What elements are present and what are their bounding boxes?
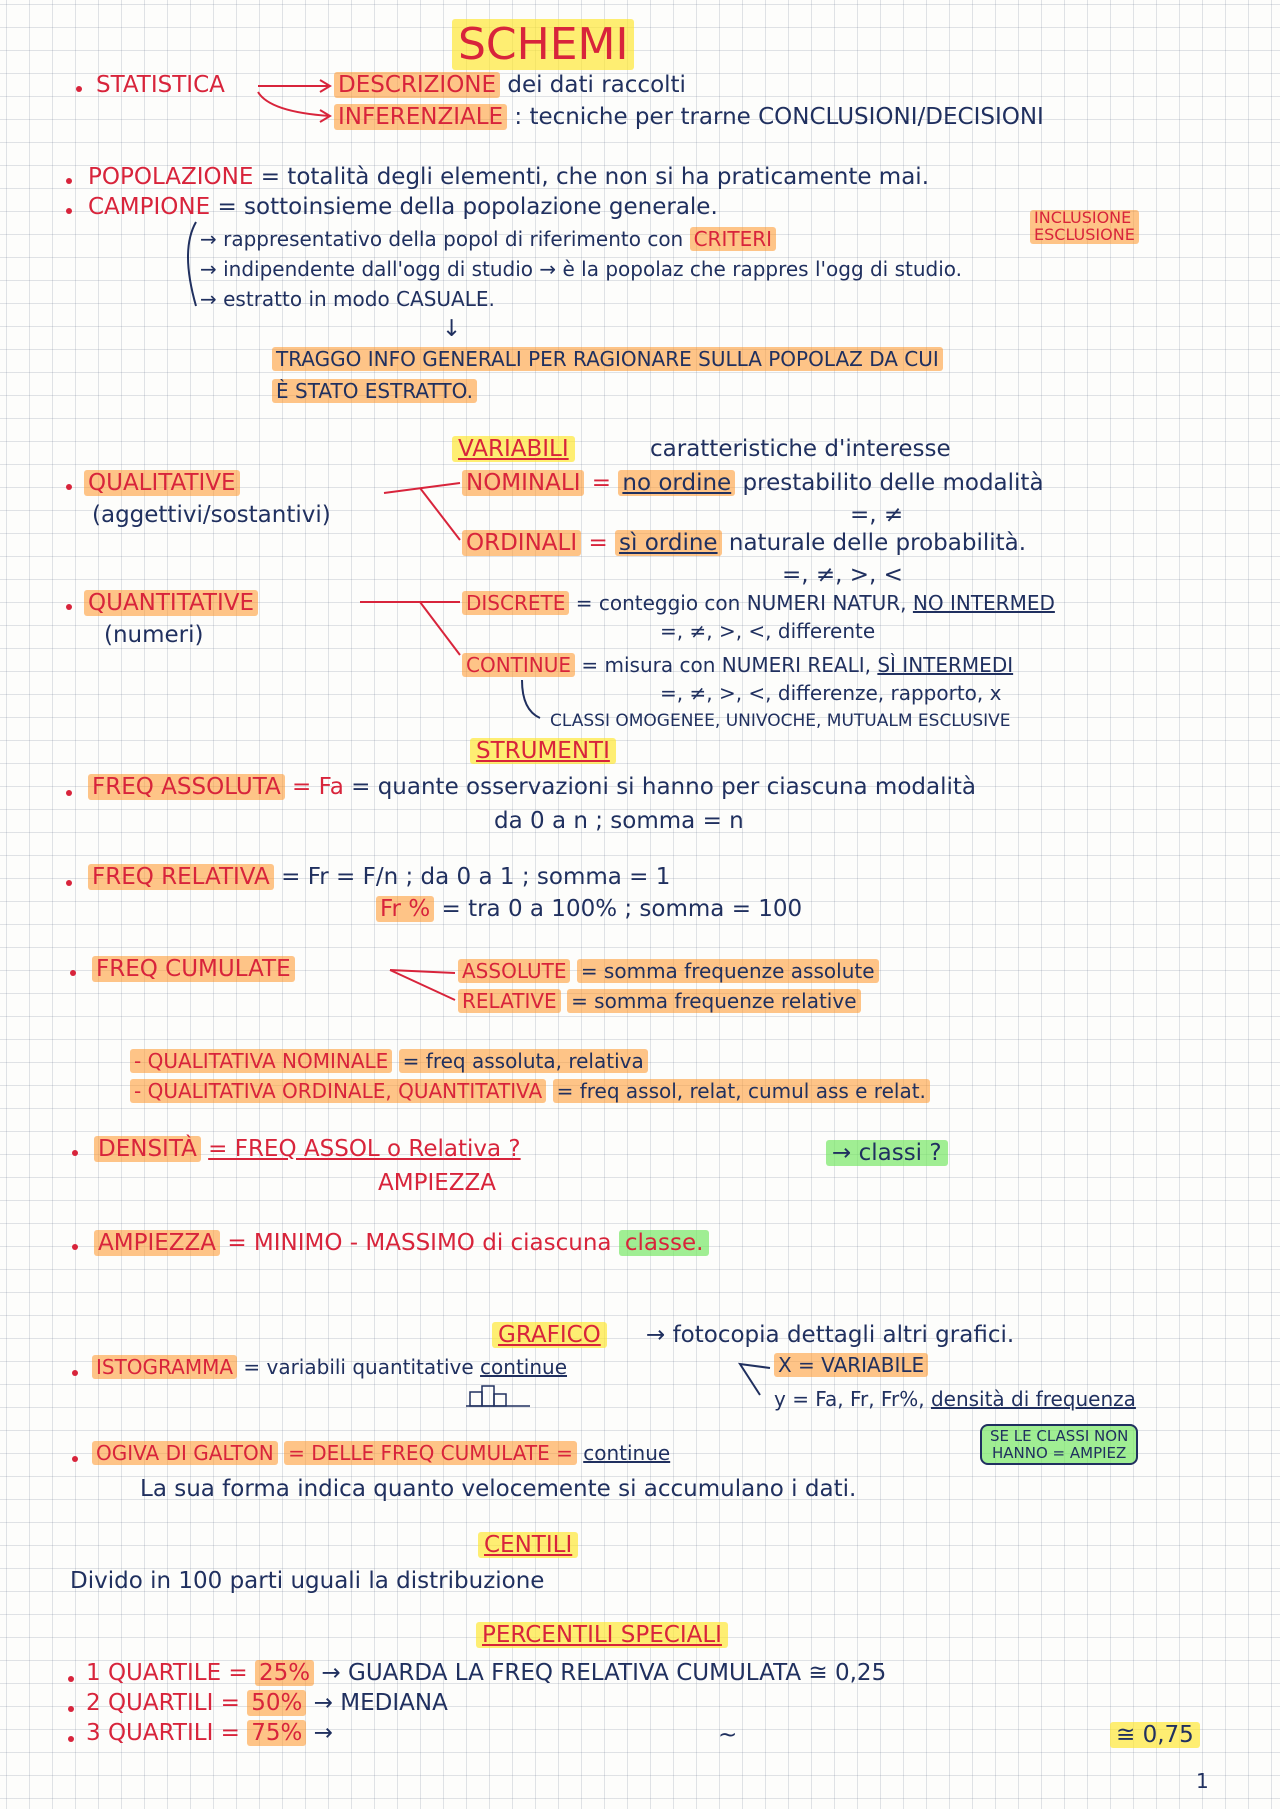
inclusione-text: INCLUSIONE <box>1034 208 1132 227</box>
istogramma-term: ISTOGRAMMA <box>92 1355 237 1379</box>
bullet <box>68 1676 74 1682</box>
fr-line <box>88 864 670 890</box>
q2-desc: → MEDIANA <box>313 1690 448 1716</box>
ogiva-note-box <box>980 1424 1138 1465</box>
fc-ass-term: ASSOLUTE <box>458 959 570 983</box>
criteri-term: CRITERI <box>690 227 776 251</box>
popolazione-text: = totalità degli elementi, che non si ha praticamente mai. <box>260 164 929 190</box>
inferenziale-term: INFERENZIALE <box>334 104 507 130</box>
campione-term: CAMPIONE <box>88 194 211 220</box>
q1-line <box>86 1660 886 1686</box>
discrete-term: DISCRETE <box>462 591 569 615</box>
frp-line <box>376 896 802 922</box>
down-arrow-icon: ↓ <box>442 316 462 342</box>
frp-def: = tra 0 a 100% ; somma = 100 <box>441 896 803 922</box>
y-axis-rest: densità di frequenza <box>930 1387 1136 1411</box>
x-axis-text: X = VARIABILE <box>774 1353 928 1377</box>
ordinali-line: ORDINALI = sì ordine naturale delle probabilità. <box>462 530 1026 556</box>
quantitative-term: QUANTITATIVE <box>84 590 258 616</box>
densita-note-text: → classi ? <box>826 1140 948 1166</box>
variabili-title <box>452 436 575 462</box>
traggo-text-2: È STATO ESTRATTO. <box>272 379 477 403</box>
continue-def: = misura con NUMERI REALI, <box>581 653 871 677</box>
bullet <box>72 1150 78 1156</box>
fa-term: FREQ ASSOLUTA <box>88 774 285 800</box>
page-title <box>452 20 634 71</box>
densita-denominator: AMPIEZZA <box>378 1170 497 1196</box>
bullet <box>66 208 72 214</box>
qualitative-sub: (aggettivi/sostantivi) <box>92 502 331 528</box>
discrete-def: = conteggio con NUMERI NATUR, <box>575 591 907 615</box>
esclusione-text: ESCLUSIONE <box>1034 224 1135 244</box>
q1-value: 25% <box>255 1660 314 1686</box>
fa-line <box>88 774 976 800</box>
bullet <box>72 1370 78 1376</box>
grafico-note: → fotocopia dettagli altri grafici. <box>646 1322 1015 1348</box>
ogiva-line <box>92 1442 670 1465</box>
grafico-term: GRAFICO <box>492 1322 607 1348</box>
qn-line <box>130 1050 648 1073</box>
centili-term: CENTILI <box>478 1532 578 1558</box>
quantitative-label <box>84 590 258 616</box>
inferenziale-text: : tecniche per trarne CONCLUSIONI/DECISIONI <box>514 104 1044 130</box>
istogramma-def: = variabili quantitative <box>243 1355 474 1379</box>
istogramma-continue: continue <box>480 1355 568 1379</box>
continue-term: CONTINUE <box>462 653 575 677</box>
campione-item-2: → indipendente dall'ogg di studio → è la popolaz che rappres l'ogg di studio. <box>200 257 963 281</box>
q3-tilde: ~ <box>718 1722 738 1748</box>
fc-rel-term: RELATIVE <box>458 989 561 1013</box>
classi-text: CLASSI OMOGENEE, UNIVOCHE, MUTUALM ESCLUSIVE <box>550 711 1011 731</box>
ordinali-def-1: sì ordine <box>615 530 722 556</box>
fa-symbol: = Fa <box>292 774 344 800</box>
bullet <box>66 178 72 184</box>
strumenti-title <box>470 738 616 764</box>
densita-numerator: = FREQ ASSOL o Relativa ? <box>208 1136 521 1162</box>
y-axis-text: y = Fa, Fr, Fr%, <box>774 1387 925 1411</box>
qo-term: - QUALITATIVA ORDINALE, QUANTITATIVA <box>130 1079 546 1103</box>
ogiva-term: OGIVA DI GALTON <box>92 1441 278 1465</box>
bullet <box>68 1736 74 1742</box>
frp-symbol: Fr % <box>376 896 434 922</box>
traggo-line-2 <box>272 380 477 403</box>
inferenziale-line <box>334 104 1044 130</box>
qualitative-term: QUALITATIVE <box>84 470 240 496</box>
fa-def: = quante osservazioni si hanno per ciascuna modalità <box>351 774 976 800</box>
q2-term: 2 QUARTILI = <box>86 1690 240 1716</box>
continue-si: SÌ INTERMEDI <box>877 653 1014 677</box>
densita-term: DENSITÀ <box>94 1136 201 1162</box>
ogiva-box-line-1: SE LE CLASSI NON <box>990 1427 1129 1445</box>
traggo-text-1: TRAGGO INFO GENERALI PER RAGIONARE SULLA POPOLAZ DA CUI <box>272 347 943 371</box>
qo-def: = freq assol, relat, cumul ass e relat. <box>553 1079 930 1103</box>
q3-approx-line <box>1110 1722 1200 1748</box>
traggo-line-1 <box>272 348 943 371</box>
bullet <box>66 880 72 886</box>
page-number: 1 <box>1196 1769 1209 1793</box>
centili-title <box>478 1532 578 1558</box>
q3-desc: → <box>313 1720 333 1746</box>
variabili-desc: caratteristiche d'interesse <box>650 436 951 462</box>
discrete-ops: =, ≠, >, <, differente <box>660 619 876 643</box>
strumenti-term: STRUMENTI <box>470 738 616 764</box>
nominali-def-2: prestabilito delle modalità <box>742 470 1044 496</box>
inclusione-esclusione <box>1030 210 1139 244</box>
variabili-term: VARIABILI <box>452 436 575 462</box>
ogiva-def: = DELLE FREQ CUMULATE = <box>284 1441 577 1465</box>
percentili-title <box>476 1622 728 1648</box>
q2-value: 50% <box>247 1690 306 1716</box>
campione-item-3-text: estratto in modo CASUALE. <box>223 287 495 311</box>
densita-note <box>826 1140 948 1166</box>
fr-def: = Fr = F/n ; da 0 a 1 ; somma = 1 <box>281 864 671 890</box>
bullet <box>72 1456 78 1462</box>
popolazione-term: POPOLAZIONE <box>88 164 254 190</box>
nominali-term: NOMINALI <box>462 470 584 496</box>
nominali-ops: =, ≠ <box>850 502 904 528</box>
ogiva-desc: La sua forma indica quanto velocemente si accumulano i dati. <box>140 1476 857 1502</box>
fc-rel-def: = somma frequenze relative <box>567 989 860 1013</box>
ordinali-term: ORDINALI <box>462 530 581 556</box>
qualitative-label <box>84 470 240 496</box>
bullet <box>70 970 76 976</box>
x-axis-line <box>774 1354 928 1377</box>
campione-item-2-text: indipendente dall'ogg di studio → è la popolaz che rappres l'ogg di studio. <box>223 257 963 281</box>
bullet <box>76 86 82 92</box>
campione-item-3: → estratto in modo CASUALE. <box>200 287 495 311</box>
descrizione-term: DESCRIZIONE <box>334 72 500 98</box>
centili-desc: Divido in 100 parti uguali la distribuzione <box>70 1568 545 1594</box>
ordinali-def-2: naturale delle probabilità. <box>728 530 1027 556</box>
y-axis-line <box>774 1388 1136 1411</box>
ampiezza-classe: classe. <box>619 1230 710 1256</box>
quantitative-sub: (numeri) <box>104 622 204 648</box>
bullet <box>68 1706 74 1712</box>
descrizione-text: dei dati raccolti <box>507 72 686 98</box>
nominali-def-1: no ordine <box>618 470 735 496</box>
qo-line <box>130 1080 930 1103</box>
fa-range: da 0 a n ; somma = n <box>494 808 744 834</box>
fc-ass-def: = somma frequenze assolute <box>577 959 879 983</box>
ogiva-continue: continue <box>583 1441 671 1465</box>
discrete-no: NO INTERMED <box>912 591 1055 615</box>
ampiezza-line <box>94 1230 709 1256</box>
bullet <box>66 604 72 610</box>
q1-term: 1 QUARTILE = <box>86 1660 248 1686</box>
popolazione-line <box>88 164 929 190</box>
fc-rel-line <box>458 990 861 1013</box>
fc-label <box>92 956 295 982</box>
grafico-title <box>492 1322 607 1348</box>
descrizione-line <box>334 72 686 98</box>
q3-value: 75% <box>247 1720 306 1746</box>
q3-term: 3 QUARTILI = <box>86 1720 240 1746</box>
densita-line <box>94 1136 521 1162</box>
nominali-line: NOMINALI = no ordine prestabilito delle modalità <box>462 470 1044 496</box>
statistica-label: STATISTICA <box>96 72 225 98</box>
ampiezza-def: = MINIMO - MASSIMO di ciascuna <box>227 1230 612 1256</box>
istogramma-line <box>92 1356 567 1379</box>
percentili-term: PERCENTILI SPECIALI <box>476 1622 728 1648</box>
discrete-line <box>462 592 1055 615</box>
ogiva-box-line-2: HANNO = AMPIEZ <box>991 1443 1127 1462</box>
continue-line <box>462 654 1013 677</box>
ordinali-ops: =, ≠, >, < <box>782 562 903 588</box>
fc-term: FREQ CUMULATE <box>92 956 295 982</box>
qn-def: = freq assoluta, relativa <box>399 1049 648 1073</box>
bullet <box>72 1244 78 1250</box>
bullet <box>66 484 72 490</box>
campione-item-1: → rappresentativo della popol di riferimento con CRITERI <box>200 228 776 251</box>
campione-item-1-text: rappresentativo della popol di riferimento con <box>223 227 684 251</box>
q1-desc: → GUARDA LA FREQ RELATIVA CUMULATA <box>321 1660 802 1686</box>
ampiezza-term: AMPIEZZA <box>94 1230 220 1256</box>
qn-term: - QUALITATIVA NOMINALE <box>130 1049 392 1073</box>
bullet <box>66 790 72 796</box>
q1-approx: ≅ 0,25 <box>808 1660 887 1686</box>
continue-ops: =, ≠, >, <, differenze, rapporto, x <box>660 681 1002 705</box>
fr-term: FREQ RELATIVA <box>88 864 274 890</box>
fc-ass-line <box>458 960 879 983</box>
q3-approx: ≅ 0,75 <box>1110 1722 1200 1748</box>
campione-text: = sottoinsieme della popolazione generale. <box>217 194 718 220</box>
q3-line <box>86 1720 333 1746</box>
title-text: SCHEMI <box>452 19 634 70</box>
q2-line <box>86 1690 448 1716</box>
campione-line <box>88 194 718 220</box>
